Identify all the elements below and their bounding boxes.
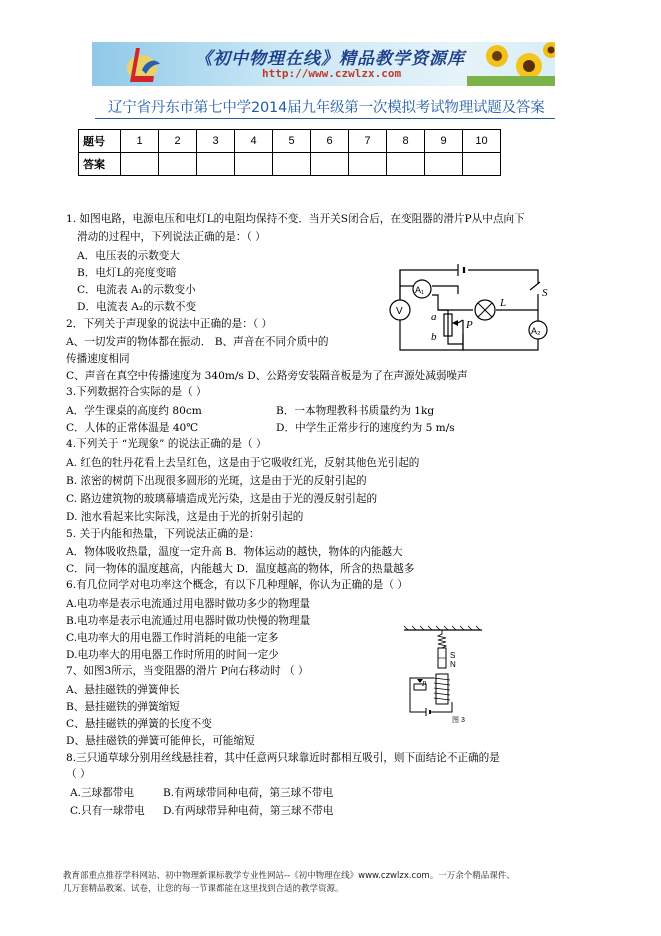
table-row (79, 130, 501, 153)
q3-option-a: A．学生课桌的高度约 80cm (66, 405, 202, 417)
row-label-answer: 答案 (79, 153, 121, 176)
q8-option-c: C.只有一球带电 (70, 805, 145, 817)
q8-option-b: B.有两球带同种电荷，第三球不带电 (163, 787, 334, 799)
q3-stem: 3.下列数据符合实际的是（ ） (66, 386, 207, 398)
footer-line2: 几万套精品教案、试卷，让您的每一节课都能在这里找到合适的教学资源。 (63, 884, 344, 894)
logo-icon (120, 42, 180, 86)
answer-cell[interactable] (425, 153, 463, 176)
q5-stem: 5. 关于内能和热量，下列说法正确的是： (66, 528, 260, 540)
q3-option-d: D．中学生正常步行的速度约为 5 m/s (276, 422, 455, 434)
table-cell: 10 (463, 130, 501, 153)
q4-option-a: A. 红色的牡丹花看上去呈红色，这是由于它吸收红光，反射其他色光引起的 (66, 457, 420, 469)
q2-line3: 传播速度相同 (66, 353, 130, 365)
q6-stem: 6.有几位同学对电功率这个概念，有以下几种理解，你认为正确的是（ ） (66, 579, 408, 591)
q8-stem-line2: （ ） (66, 768, 91, 780)
q3-option-b: B．一本物理教科书质量约为 1kg (276, 405, 435, 417)
table-cell: 3 (197, 130, 235, 153)
q4-option-d: D. 池水看起来比实际浅，这是由于光的折射引起的 (66, 511, 304, 523)
fig3-slider-label: P (422, 680, 427, 688)
q8-option-a: A.三球都带电 (70, 787, 134, 799)
q1-stem-line2: 滑动的过程中，下列说法正确的是：（ ） (77, 231, 266, 243)
answer-cell[interactable] (197, 153, 235, 176)
title-divider (95, 118, 555, 119)
q6-option-c: C.电功率大的用电器工作时消耗的电能一定多 (66, 632, 279, 644)
pole-n-label: N (450, 660, 456, 669)
table-cell: 5 (273, 130, 311, 153)
table-cell: 1 (121, 130, 159, 153)
q2-line2: A、一切发声的物体都在振动． B、声音在不同介质中的 (66, 336, 329, 348)
answer-cell[interactable] (121, 153, 159, 176)
table-cell: 4 (235, 130, 273, 153)
q5-line3: C．同一物体的温度越高，内能越大 D．温度越高的物体，所含的热量越多 (66, 563, 415, 575)
rheostat-end-a: a (431, 311, 437, 323)
fig3-caption: 图 3 (452, 717, 465, 724)
banner-title: 《初中物理在线》精品教学资源库 (195, 49, 465, 69)
footer-line1: 教育部重点推荐学科网站、初中物理新课标教学专业性网站--《初中物理在线》www.czwlzx.com。一万余个精品课件、 (63, 871, 515, 881)
figure-3-electromagnet (402, 626, 492, 726)
q4-stem: 4.下列关于 “光现象” 的说法正确的是（ ） (66, 438, 267, 450)
q7-option-b: B、悬挂磁铁的弹簧缩短 (66, 701, 180, 713)
table-cell: 6 (311, 130, 349, 153)
table-row (79, 153, 501, 176)
q7-stem: 7、如图3所示，当变阻器的滑片 P向右移动时 （ ） (66, 665, 309, 677)
q1-stem-line1: 1. 如图电路，电源电压和电灯L的电阻均保持不变．当开关S闭合后，在变阻器的滑片P从中点向下 (66, 213, 525, 225)
q8-option-d: D.有两球带异种电荷，第三球不带电 (163, 805, 334, 817)
answer-cell[interactable] (349, 153, 387, 176)
answer-cell[interactable] (311, 153, 349, 176)
answer-cell[interactable] (159, 153, 197, 176)
answer-cell[interactable] (463, 153, 501, 176)
lamp-label: L (500, 297, 507, 309)
pole-s-label: S (450, 651, 456, 660)
circuit-diagram (388, 262, 553, 357)
answer-cell[interactable] (273, 153, 311, 176)
q1-option-b: B．电灯L的亮度变暗 (77, 267, 177, 279)
q5-line2: A．物体吸收热量，温度一定升高 B．物体运动的越快，物体的内能越大 (66, 546, 403, 558)
q1-option-d: D．电流表 A₂的示数不变 (77, 301, 197, 313)
document-title: 辽宁省丹东市第七中学2014届九年级第一次模拟考试物理试题及答案 (108, 100, 545, 116)
q6-option-b: B.电功率是表示电流通过用电器时做功快慢的物理量 (66, 615, 311, 627)
ammeter1-label: A₁ (415, 285, 425, 295)
q6-option-a: A.电功率是表示电流通过用电器时做功多少的物理量 (66, 598, 311, 610)
ammeter2-label: A₂ (531, 326, 541, 336)
banner-url[interactable]: http://www.czwlzx.com (262, 67, 402, 80)
switch-label: S (542, 287, 548, 299)
answer-cell[interactable] (387, 153, 425, 176)
table-cell: 8 (387, 130, 425, 153)
q4-option-c: C. 路边建筑物的玻璃幕墙造成光污染，这是由于光的漫反射引起的 (66, 493, 378, 505)
row-label-number: 题号 (79, 130, 121, 153)
site-banner (92, 42, 555, 86)
answer-cell[interactable] (235, 153, 273, 176)
q8-stem-line1: 8.三只通草球分别用丝线悬挂着，其中任意两只球靠近时都相互吸引，则下面结论不正确的是 (66, 752, 500, 764)
q2-stem: 2．下列关于声现象的说法中正确的是：（ ） (66, 318, 273, 330)
q7-option-c: C、悬挂磁铁的弹簧的长度不变 (66, 718, 212, 730)
q7-option-a: A、悬挂磁铁的弹簧伸长 (66, 684, 180, 696)
q3-option-c: C．人体的正常体温是 40℃ (66, 422, 199, 434)
sunflower-icon (467, 42, 555, 86)
table-cell: 2 (159, 130, 197, 153)
answer-table (78, 129, 501, 176)
voltmeter-label: V (396, 306, 403, 317)
q2-line4: C、声音在真空中传播速度为 340m/s D、公路旁安装隔音板是为了在声源处减弱噪声 (66, 370, 468, 382)
q4-option-b: B. 浓密的树荫下出现很多圆形的光斑，这是由于光的反射引起的 (66, 475, 367, 487)
slider-label: P (466, 319, 473, 331)
q1-option-a: A．电压表的示数变大 (77, 250, 180, 262)
table-cell: 7 (349, 130, 387, 153)
rheostat-end-b: b (431, 331, 437, 343)
q6-option-d: D.电功率大的用电器工作时所用的时间一定少 (66, 649, 279, 661)
q1-option-c: C．电流表 A₁的示数变小 (77, 284, 196, 296)
table-cell: 9 (425, 130, 463, 153)
q7-option-d: D、悬挂磁铁的弹簧可能伸长，可能缩短 (66, 735, 255, 747)
